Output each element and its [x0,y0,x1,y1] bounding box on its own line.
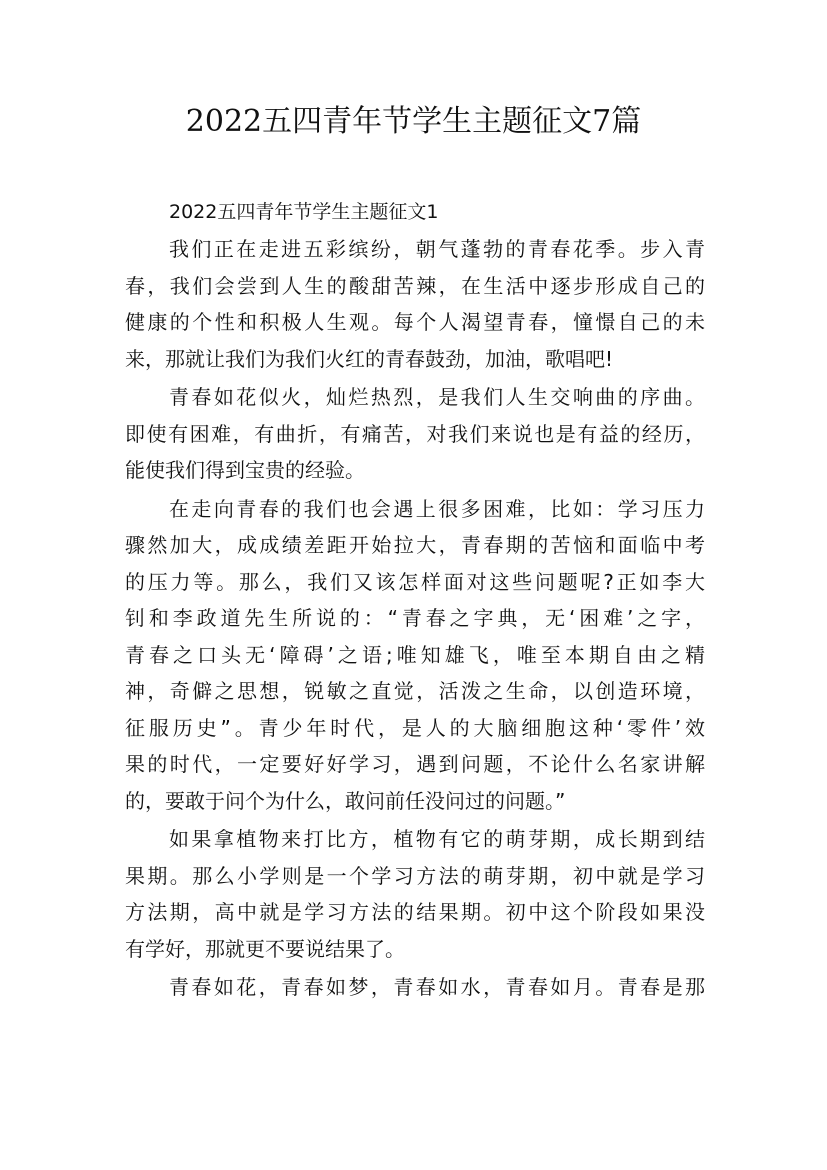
text-line: 神，奇僻之思想，锐敏之直觉，活泼之生命，以创造环境， [125,679,705,703]
paragraph [125,379,705,489]
text-line: 能使我们得到宝贵的经验。 [125,458,365,482]
text-line: 青春之口头无‘障碍’之语;唯知雄飞，唯至本期自由之精 [125,642,705,667]
text-line: 钊和李政道先生所说的：“青春之字典，无‘困难’之字， [125,606,705,630]
text-line: 如果拿植物来打比方，植物有它的萌芽期，成长期到结 [169,827,705,851]
document-title: 2022五四青年节学生主题征文7篇 [185,104,642,139]
document-body [125,193,705,1006]
paragraph [125,969,705,1006]
text-line: 我们正在走进五彩缤纷，朝气蓬勃的青春花季。步入青 [169,237,705,261]
paragraph [125,491,705,820]
text-line: 的压力等。那么，我们又该怎样面对这些问题呢?正如李大 [125,569,705,594]
text-line: 来，那就让我们为我们火红的青春鼓劲，加油，歌唱吧! [125,346,614,371]
text-line: 在走向青春的我们也会遇上很多困难，比如：学习压力 [169,496,705,521]
text-line: 果期。那么小学则是一个学习方法的萌芽期，初中就是学习 [125,863,705,888]
paragraph [125,821,705,967]
text-line: 春，我们会尝到人生的酸甜苦辣，在生活中逐步形成自己的 [125,273,705,298]
text-line: 征服历史”。青少年时代，是人的大脑细胞这种‘零件’效 [125,715,705,740]
text-line: 有学好，那就更不要说结果了。 [125,936,405,961]
text-line: 健康的个性和积极人生观。每个人渴望青春，憧憬自己的未 [125,310,705,334]
text-line: 青春如花似火，灿烂热烈，是我们人生交响曲的序曲。 [169,385,705,409]
essay-subheading: 2022五四青年节学生主题征文1 [169,201,439,223]
text-line: 的，要敢于问个为什么，敢问前任没问过的问题。” [125,788,566,813]
text-line: 方法期，高中就是学习方法的结果期。初中这个阶段如果没 [125,900,705,924]
text-line: 青春如花，青春如梦，青春如水，青春如月。青春是那 [169,975,705,999]
text-line: 即使有困难，有曲折，有痛苦，对我们来说也是有益的经历， [125,421,705,446]
paragraph [125,231,705,377]
text-line: 骤然加大，成成绩差距开始拉大，青春期的苦恼和面临中考 [125,533,705,557]
text-line: 果的时代，一定要好好学习，遇到问题，不论什么名家讲解 [125,752,705,776]
